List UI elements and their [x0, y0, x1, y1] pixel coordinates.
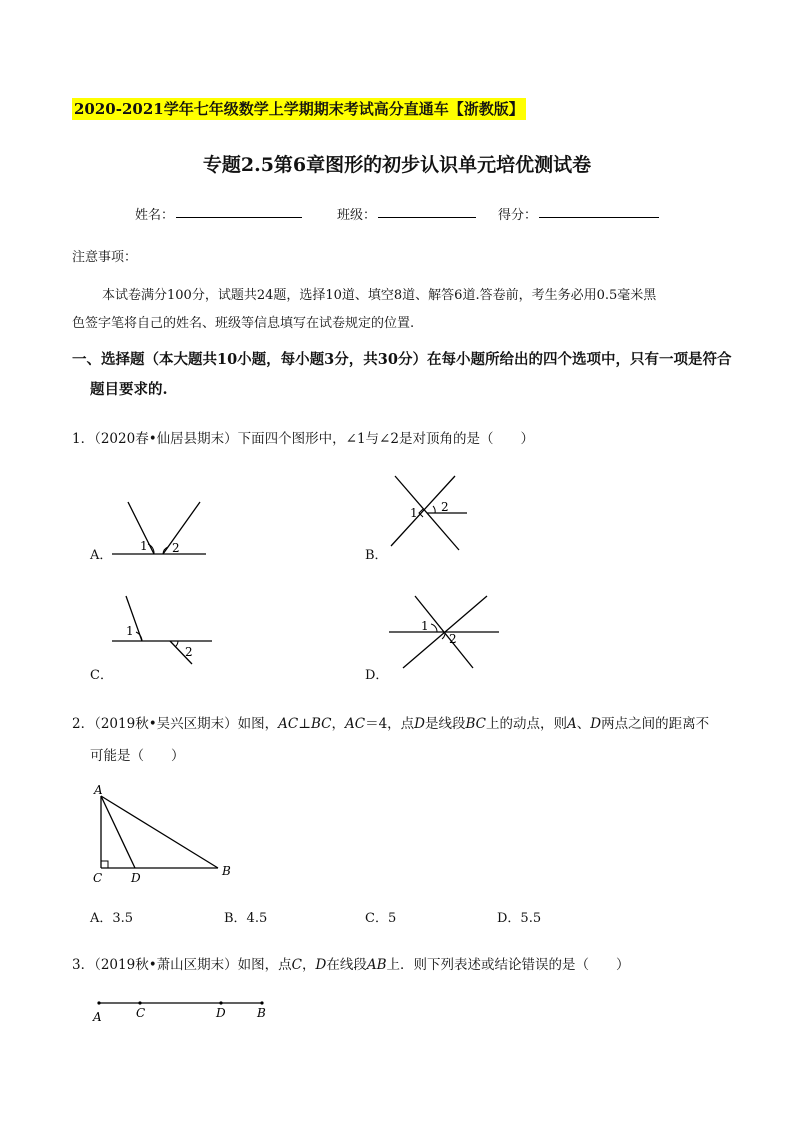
section-heading-line-2: 题目要求的.: [90, 381, 168, 398]
q1-option-a[interactable]: A．: [90, 548, 113, 563]
q3-segment-figure: [90, 995, 270, 1025]
notes-heading: 注意事项：: [72, 250, 138, 265]
question-2-line-2: 可能是（ ）: [90, 748, 185, 764]
q2-option-a[interactable]: A．3.5: [90, 911, 134, 926]
q1c-angle-2-label: 2: [185, 645, 193, 659]
notes-line-1: 本试卷满分100分，试题共24题，选择10道、填空8道、解答6道.答卷前，考生务必用0.5毫米黑: [102, 288, 657, 303]
q1-option-d[interactable]: D．: [365, 668, 389, 683]
score-field[interactable]: [539, 217, 659, 218]
q1-figure-b: [385, 470, 475, 555]
q3-label-c: C: [136, 1006, 146, 1020]
q1-figure-a: [108, 490, 218, 565]
question-1-text: 1．（2020春•仙居县期末）下面四个图形中，∠1与∠2是对顶角的是（ ）: [72, 431, 534, 447]
q3-label-b: B: [257, 1006, 266, 1020]
q1-option-c[interactable]: C．: [90, 668, 113, 683]
exam-series-tag: 2020-2021学年七年级数学上学期期末考试高分直通车【浙教版】: [74, 100, 524, 118]
q2-triangle-figure: [88, 782, 238, 887]
q2-label-b: B: [222, 864, 231, 878]
q3-label-a: A: [93, 1010, 102, 1024]
notes-line-2: 色签字笔将自己的姓名、班级等信息填写在试卷规定的位置.: [72, 316, 415, 331]
q2-option-c[interactable]: C．5: [365, 911, 397, 926]
q1d-angle-1-label: 1: [421, 619, 429, 633]
name-label: 姓名：: [135, 208, 175, 223]
q1a-angle-1-label: 1: [140, 539, 148, 553]
q1-option-b[interactable]: B．: [365, 548, 388, 563]
q1a-angle-2-label: 2: [172, 541, 180, 555]
q1-figure-c: [108, 592, 218, 667]
q2-option-d[interactable]: D．5.5: [497, 911, 542, 926]
class-field[interactable]: [378, 217, 476, 218]
q1b-angle-2-label: 2: [441, 500, 449, 514]
q3-label-d: D: [216, 1006, 226, 1020]
section-heading-line-1: 一、选择题（本大题共10小题，每小题3分，共30分）在每小题所给出的四个选项中，只有一项是符合: [72, 351, 732, 368]
q1d-angle-2-label: 2: [449, 632, 457, 646]
q1b-angle-1-label: 1: [410, 506, 418, 520]
q1c-angle-1-label: 1: [126, 624, 134, 638]
page-title: 专题2.5第6章图形的初步认识单元培优测试卷: [202, 154, 592, 176]
name-field[interactable]: [176, 217, 302, 218]
q2-label-a: A: [94, 783, 103, 797]
score-label: 得分：: [498, 208, 538, 223]
q2-option-b[interactable]: B．4.5: [224, 911, 268, 926]
question-2-line-1: 2．（2019秋•吴兴区期末）如图，AC⊥BC，AC＝4，点D是线段BC上的动点，则A、D两点之间的距离不: [72, 716, 710, 732]
class-label: 班级：: [337, 208, 377, 223]
q2-label-d: D: [131, 871, 141, 885]
q1-figure-d: [385, 592, 505, 672]
question-3-text: 3．（2019秋•萧山区期末）如图，点C，D在线段AB上．则下列表述或结论错误的是（ ）: [72, 957, 630, 973]
q2-label-c: C: [93, 871, 103, 885]
